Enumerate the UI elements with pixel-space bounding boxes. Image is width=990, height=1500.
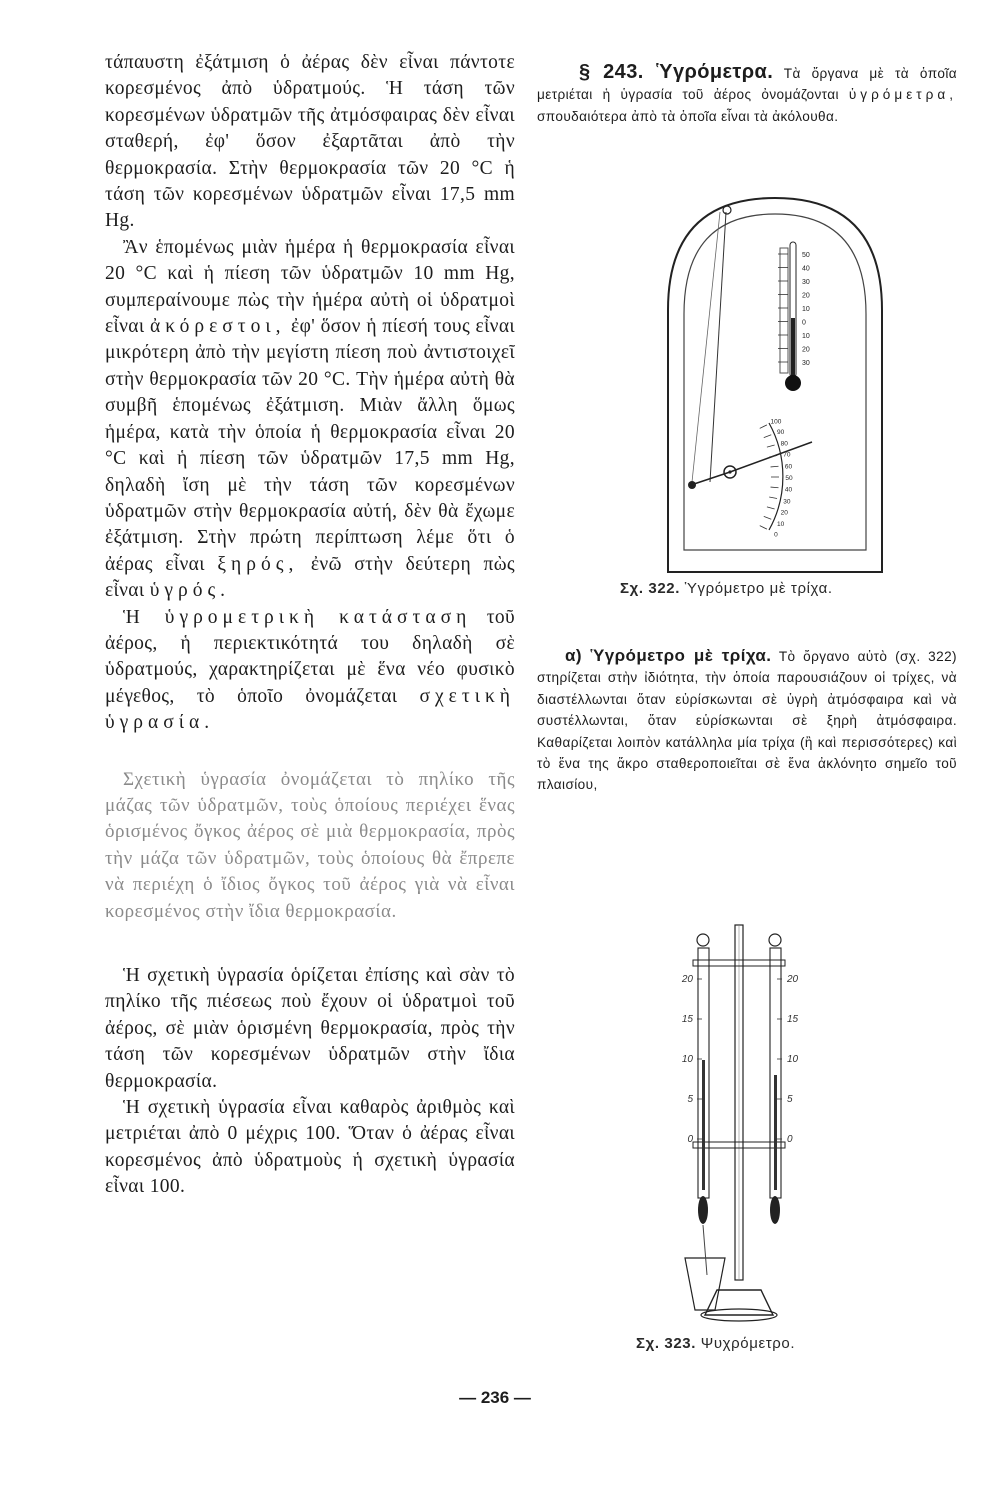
- emphasis-unsaturated: ἀκόρεστοι,: [150, 316, 286, 338]
- paragraph-unsaturated: Ἂν ἑπομένως μιὰν ἡμέρα ἡ θερμοκρασία εἶναι 20 °C καὶ ἡ πίεση τῶν ὑδρατμῶν 10 mm Hg, συμπεραίνουμε πὼς τὴν ἡμέρα αὐτὴ οἱ ὑδρατμοὶ εἶναι ἀκόρεστοι, ἐφ' ὅσον ἡ πίεσή τους εἶναι μικρότερη ἀπὸ τὴν μεγίστη πίεση ποὺ ἀντιστοιχεῖ στὴν θερμοκρασία τῶν 20 °C. Τὴν ἡμέρα αὐτὴ θὰ συμβῆ ἑπομένως ἐξάτμιση. Μιὰν ἄλλη ὅμως ἡμέρα, κατὰ τὴν ὁποία ἡ θερμοκρασία εἶναι 20 °C καὶ ἡ πίεση τῶν ὑδρατμῶν 17,5 mm Hg, δηλαδὴ ἴση μὲ τὴν τάση τῶν κορεσμένων ὑδρατμῶν στὴν θερμοκρασία αὐτή, δὲν θὰ ἔχωμε ἐξάτμιση. Στὴν πρώτη περίπτωση λέμε ὅτι ὁ ἀέρας εἶναι ξηρός, ἐνῶ στὴν δεύτερη πὼς εἶναι ὑγρός.: [105, 236, 515, 602]
- dry-scale-label: 0: [687, 1134, 693, 1145]
- emphasis-relative-humidity: σχετικὴ ὑγρασία.: [105, 685, 515, 734]
- thermo-tick-label: 10: [802, 333, 810, 340]
- subsection-paragraph: α) Ὑγρόμετρο μὲ τρίχα. Τὸ ὄργανο αὐτὸ (σχ. 322) στηρίζεται στὴν ἰδιότητα, τὴν ὁποία παρουσιάζουν οἱ τρίχες, νὰ διαστέλλωνται ὅταν εὑρίσκωνται σὲ ὑγρὴ ἀτμόσφαιρα καὶ νὰ συστέλλωνται, ὅταν εὑρίσκωνται σὲ ξηρὴ ἀτμόσφαιρα. Καθαρίζεται λοιπὸν κατάλληλα μία τρίχα (ἢ καὶ περισσότερες) καὶ τὸ ἕνα της ἄκρο σταθεροποιεῖται σὲ ἕνα ἀκλόνητο σημεῖο τοῦ πλαισίου,: [537, 646, 957, 793]
- dial-tick-label: 40: [784, 486, 793, 494]
- dial-tick: [767, 507, 775, 509]
- psychrometer-base: [705, 1290, 773, 1315]
- dial-tick: [760, 526, 767, 530]
- dial-tick: [767, 445, 775, 447]
- dial-tick-label: 10: [776, 520, 785, 528]
- dial-tick: [764, 435, 771, 438]
- dry-scale-label: 10: [681, 1054, 693, 1065]
- dry-scale-label: 5: [687, 1094, 693, 1105]
- dial-tick-label: 100: [770, 418, 782, 426]
- hygrometer-hair: [710, 212, 726, 482]
- wet-scale-label: 15: [787, 1014, 799, 1025]
- wet-bulb-icon: [770, 1196, 780, 1224]
- emphasis-hygrometers: ὑγρόμετρα,: [848, 87, 957, 103]
- right-hook-icon: [769, 934, 781, 946]
- thermometer-bulb-icon: [785, 375, 801, 391]
- thermometer-scale-plate: [780, 248, 788, 373]
- paragraph-hygrometric-state: Ἡ ὑγρομετρικὴ κατάσταση τοῦ ἀέρος, ἡ περιεκτικότητά του δηλαδὴ σὲ ὑδρατμούς, χαρακτηρίζεται μὲ ἕνα νέο φυσικὸ μέγεθος, τὸ ὁποῖο ὀνομάζεται σχετικὴ ὑγρασία.: [105, 606, 515, 734]
- thermo-tick-label: 30: [802, 360, 810, 367]
- paragraph-saturation: τάπαυστη ἐξάτμιση ὁ ἀέρας δὲν εἶναι πάντοτε κορεσμένος ἀπὸ ὑδρατμούς. Ἡ τάση τῶν κορεσμένων ὑδρατμῶν τῆς ἀτμόσφαιρας δὲν εἶναι σταθερή, ἐφ' ὅσον ἐξαρτᾶται ἀπὸ τὴν θερμοκρασία. Στὴν θερμοκρασία τῶν 20 °C ἡ τάση τῶν κορεσμένων ὑδρατμῶν εἶναι 17,5 mm Hg.: [105, 52, 515, 232]
- left-column: [105, 50, 515, 1201]
- humidity-dial-scale: [760, 418, 793, 538]
- page-number: — 236 —: [459, 1388, 531, 1407]
- thermo-tick-label: 30: [802, 279, 810, 286]
- paragraph-pure-number: Ἡ σχετικὴ ὑγρασία εἶναι καθαρὸς ἀριθμὸς καὶ μετριέται ἀπὸ 0 μέχρις 100. Ὅταν ὁ ἀέρας εἶναι κορεσμένος ἀπὸ ὑδρατμοὺς ἡ σχετικὴ ὑγρασία εἶναι 100.: [105, 1097, 515, 1198]
- water-vessel: [685, 1258, 725, 1310]
- dial-tick-label: 90: [776, 429, 785, 437]
- section-243: § 243. Ὑγρόμετρα. Τὰ ὄργανα μὲ τὰ ὁποῖα μετριέται ἡ ὑγρασία τοῦ ἀέρος ὀνομάζονται ὑγρόμετρα, σπουδαιότερα ἀπὸ τὰ ὁποῖα εἶναι τὰ ἀκόλουθα.: [537, 61, 957, 124]
- thermo-tick-label: 20: [802, 292, 810, 300]
- dial-tick-label: 0: [774, 531, 778, 539]
- paragraph-pressure-definition: Ἡ σχετικὴ ὑγρασία ὁρίζεται ἐπίσης καὶ σὰν τὸ πηλίκο τῆς πιέσεως ποὺ ἔχουν οἱ ὑδρατμοὶ τοῦ ἀέρος, σὲ μιὰν ὁρισμένη θερμοκρασία, πρὸς τὴν τάση τῶν κορεσμένων ὑδρατμῶν στὴν ἴδια θερμοκρασία.: [105, 965, 515, 1092]
- dial-tick-label: 80: [780, 440, 788, 448]
- section-title: § 243. Ὑγρόμετρα.: [579, 61, 774, 83]
- thermo-tick-label: 40: [802, 265, 810, 273]
- thermo-tick-label: 10: [802, 306, 810, 313]
- dial-tick: [764, 516, 771, 519]
- thermometer-mercury-column: [791, 318, 795, 378]
- wick: [703, 1225, 707, 1275]
- dial-tick-label: 30: [783, 498, 791, 506]
- thermo-tick-label: 0: [802, 319, 806, 327]
- hair-anchor-icon: [723, 206, 731, 214]
- dial-tick-label: 70: [783, 451, 791, 459]
- dial-tick: [760, 425, 767, 429]
- fig322-caption: Σχ. 322. Ὑγρόμετρο μὲ τρίχα.: [620, 580, 833, 597]
- hygrometer-inner-frame: [684, 214, 866, 550]
- wet-thermometer-column: [774, 1075, 777, 1190]
- hygrometer-rod: [692, 212, 720, 482]
- emphasis-humid: ὑγρός.: [149, 580, 231, 602]
- psychrometer-figure: [675, 920, 825, 1340]
- right-column: [537, 62, 957, 127]
- dial-tick: [769, 497, 777, 498]
- thermo-tick-label: 20: [802, 346, 810, 354]
- thermo-tick-label: 50: [802, 252, 810, 259]
- dial-tick: [771, 466, 779, 467]
- hair-hygrometer-figure: [660, 190, 890, 575]
- dial-tick-label: 20: [780, 509, 788, 517]
- dry-thermometer-column: [702, 1060, 705, 1190]
- pointer-counterweight-arm: [694, 472, 730, 484]
- dry-scale-label: 20: [681, 974, 693, 985]
- dial-tick-label: 50: [785, 475, 793, 482]
- wet-scale-label: 20: [787, 974, 799, 985]
- fig323-caption: Σχ. 323. Ψυχρόμετρο.: [636, 1335, 796, 1352]
- left-hook-icon: [697, 934, 709, 946]
- counterweight-icon: [688, 481, 696, 489]
- dry-bulb-icon: [698, 1196, 708, 1224]
- dry-scale-label: 15: [681, 1014, 693, 1025]
- dial-tick-label: 60: [784, 463, 793, 471]
- emphasis-hygrometric-state: Ἡ ὑγρομετρικὴ κατάσταση: [123, 606, 472, 628]
- wet-scale-label: 0: [787, 1134, 793, 1145]
- subsection-hair-hygrometer: [537, 645, 957, 796]
- subsection-title: α) Ὑγρόμετρο μὲ τρίχα.: [565, 646, 772, 665]
- emphasis-dry: ξηρός,: [217, 553, 299, 575]
- wet-scale-label: 5: [787, 1094, 793, 1105]
- wet-scale-label: 10: [787, 1054, 799, 1065]
- definition-relative-humidity: Σχετικὴ ὑγρασία ὀνομάζεται τὸ πηλίκο τῆς μάζας τῶν ὑδρατμῶν, τοὺς ὁποίους περιέχει ἕνας ὁρισμένος ὄγκος ἀέρος σὲ μιὰ θερμοκρασία, πρὸς τὴν μάζα τῶν ὑδρατμῶν, τοὺς ὁποίους θὰ ἔπρεπε νὰ περιέχη ὁ ἴδιος ὄγκος τοῦ ἀέρος γιὰ νὰ εἶναι κορεσμένος στὴν ἴδια θερμοκρασία.: [105, 768, 515, 922]
- dial-tick: [771, 487, 779, 488]
